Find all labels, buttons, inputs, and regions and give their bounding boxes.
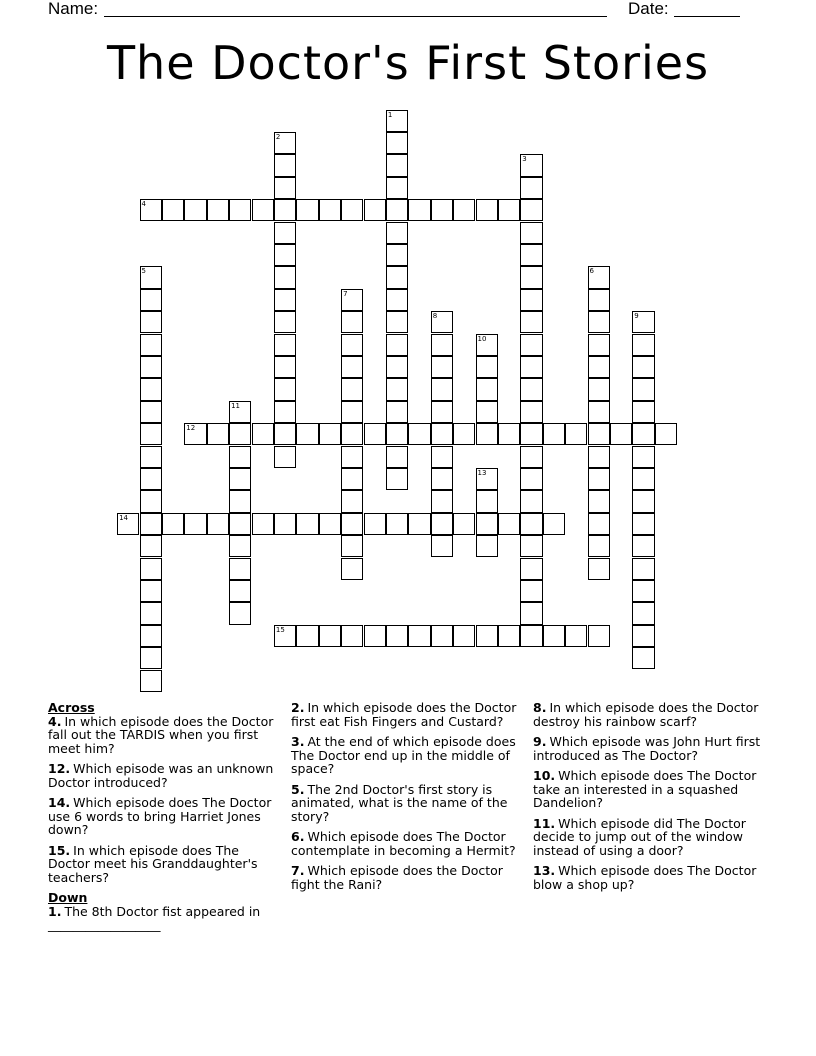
clue-number-label: 5 [141, 267, 146, 276]
clue-item [291, 701, 523, 728]
crossword-cell[interactable] [476, 468, 498, 490]
crossword-cell[interactable] [341, 311, 363, 333]
page-title: The Doctor's First Stories [106, 36, 710, 90]
across-heading: Across [48, 700, 95, 715]
crossword-cell[interactable] [229, 602, 251, 624]
clue-text: In which episode does the Doctor destroy his rainbow scarf? [533, 700, 759, 729]
crossword-cell[interactable] [364, 199, 386, 221]
crossword-cell[interactable] [229, 535, 251, 557]
clue-column-2 [291, 701, 523, 898]
crossword-cell[interactable] [520, 602, 542, 624]
crossword-cell[interactable] [274, 222, 296, 244]
crossword-cell[interactable] [386, 110, 408, 132]
crossword-cell[interactable] [207, 513, 229, 535]
crossword-cell[interactable] [341, 199, 363, 221]
crossword-cell[interactable] [431, 625, 453, 647]
clue-number: 12. [48, 761, 71, 776]
crossword-cell[interactable] [610, 423, 632, 445]
crossword-cell[interactable] [520, 535, 542, 557]
crossword-cell[interactable] [341, 558, 363, 580]
crossword-cell[interactable] [386, 513, 408, 535]
clue-text: Which episode does The Doctor use 6 words to bring Harriet Jones down? [48, 795, 272, 837]
clue-item [533, 864, 765, 891]
crossword-cell[interactable] [386, 154, 408, 176]
crossword-cell[interactable] [520, 266, 542, 288]
crossword-cell[interactable] [274, 199, 296, 221]
crossword-cell[interactable] [520, 580, 542, 602]
crossword-cell[interactable] [588, 468, 610, 490]
crossword-cell[interactable] [431, 311, 453, 333]
crossword-cell[interactable] [588, 401, 610, 423]
crossword-cell[interactable] [274, 311, 296, 333]
crossword-cell[interactable] [588, 334, 610, 356]
crossword-cell[interactable] [386, 199, 408, 221]
crossword-cell[interactable] [520, 468, 542, 490]
clue-number: 4. [48, 713, 62, 729]
down-clue-list [533, 701, 765, 891]
crossword-cell[interactable] [520, 177, 542, 199]
crossword-cell[interactable] [588, 490, 610, 512]
clue-item [291, 864, 523, 891]
clue-text: In which episode does the Doctor fall out the TARDIS when you first meet him? [48, 713, 274, 756]
clue-item [291, 830, 523, 857]
crossword-cell[interactable] [588, 423, 610, 445]
clue-number-label: 3 [522, 155, 527, 164]
crossword-cell[interactable] [431, 490, 453, 512]
crossword-cell[interactable] [476, 513, 498, 535]
crossword-cell[interactable] [498, 625, 520, 647]
crossword-cell[interactable] [632, 513, 654, 535]
crossword-cell[interactable] [252, 199, 274, 221]
crossword-cell[interactable] [296, 625, 318, 647]
crossword-cell[interactable] [274, 177, 296, 199]
crossword-cell[interactable] [386, 334, 408, 356]
crossword-cell[interactable] [431, 468, 453, 490]
crossword-cell[interactable] [520, 199, 542, 221]
crossword-cell[interactable] [520, 490, 542, 512]
crossword-cell[interactable] [229, 580, 251, 602]
crossword-cell[interactable] [341, 289, 363, 311]
clue-number-label: 14 [119, 513, 129, 522]
crossword-cell[interactable] [296, 513, 318, 535]
crossword-cell[interactable] [588, 289, 610, 311]
crossword-cell[interactable] [588, 356, 610, 378]
crossword-cell[interactable] [632, 401, 654, 423]
clue-text: Which episode was John Hurt first introduced as The Doctor? [533, 734, 761, 763]
crossword-cell[interactable] [543, 513, 565, 535]
crossword-cell[interactable] [476, 401, 498, 423]
crossword-cell[interactable] [184, 199, 206, 221]
crossword-cell[interactable] [140, 199, 162, 221]
crossword-cell[interactable] [274, 378, 296, 400]
crossword-cell[interactable] [476, 378, 498, 400]
clue-text: Which episode does The Doctor contemplate in becoming a Hermit? [291, 829, 516, 858]
crossword-cell[interactable] [520, 423, 542, 445]
clue-number: 7. [291, 863, 305, 878]
crossword-cell[interactable] [140, 289, 162, 311]
clue-item [533, 735, 765, 762]
crossword-cell[interactable] [520, 311, 542, 333]
clue-item [48, 715, 280, 756]
crossword-cell[interactable] [274, 132, 296, 154]
clue-item [533, 817, 765, 858]
crossword-cell[interactable] [274, 401, 296, 423]
crossword-cell[interactable] [319, 625, 341, 647]
crossword-cell[interactable] [296, 199, 318, 221]
crossword-cell[interactable] [476, 535, 498, 557]
crossword-cell[interactable] [229, 199, 251, 221]
crossword-cell[interactable] [140, 356, 162, 378]
crossword-cell[interactable] [632, 334, 654, 356]
crossword-cell[interactable] [431, 535, 453, 557]
crossword-cell[interactable] [341, 334, 363, 356]
crossword-cell[interactable] [408, 423, 430, 445]
clue-column-3 [533, 701, 765, 898]
clue-number-label: 11 [231, 401, 241, 410]
crossword-cell[interactable] [341, 423, 363, 445]
clue-text: Which episode does the Doctor fight the Rani? [291, 863, 503, 892]
crossword-cell[interactable] [520, 378, 542, 400]
crossword-cell[interactable] [431, 199, 453, 221]
crossword-cell[interactable] [140, 647, 162, 669]
clue-number: 8. [533, 700, 547, 715]
down-clue-list [291, 701, 523, 891]
clue-text: The 8th Doctor fist appeared in __________________ [48, 903, 261, 932]
crossword-cell[interactable] [386, 244, 408, 266]
clue-number: 5. [291, 781, 305, 797]
clue-item [533, 701, 765, 728]
crossword-cell[interactable] [431, 513, 453, 535]
crossword-cell[interactable] [274, 154, 296, 176]
crossword-cell[interactable] [632, 423, 654, 445]
crossword-cell[interactable] [140, 602, 162, 624]
crossword-cell[interactable] [386, 378, 408, 400]
crossword-cell[interactable] [632, 535, 654, 557]
crossword-cell[interactable] [632, 580, 654, 602]
clue-number-label: 13 [477, 468, 487, 477]
crossword-cell[interactable] [520, 334, 542, 356]
clue-number-label: 7 [343, 289, 348, 298]
crossword-cell[interactable] [319, 423, 341, 445]
clue-text: The 2nd Doctor's first story is animated, what is the name of the story? [291, 781, 508, 824]
crossword-cell[interactable] [140, 311, 162, 333]
crossword-cell[interactable] [476, 356, 498, 378]
crossword-cell[interactable] [520, 625, 542, 647]
clue-number-label: 10 [477, 334, 487, 343]
clue-number-label: 6 [589, 267, 594, 276]
clue-number-label: 1 [387, 110, 393, 119]
crossword-cell[interactable] [319, 513, 341, 535]
clue-text: Which episode does The Doctor take an interested in a squashed Dandelion? [533, 768, 757, 810]
crossword-cell[interactable] [386, 446, 408, 468]
crossword-cell[interactable] [140, 423, 162, 445]
crossword-cell[interactable] [140, 625, 162, 647]
crossword-cell[interactable] [341, 401, 363, 423]
clue-text: Which episode was an unknown Doctor introduced? [48, 761, 274, 790]
crossword-cell[interactable] [453, 423, 475, 445]
crossword-cell[interactable] [364, 625, 386, 647]
crossword-cell[interactable] [341, 356, 363, 378]
crossword-cell[interactable] [431, 334, 453, 356]
crossword-cell[interactable] [229, 558, 251, 580]
crossword-cell[interactable] [274, 266, 296, 288]
clue-column-1 [48, 701, 280, 939]
crossword-cell[interactable] [386, 222, 408, 244]
crossword-cell[interactable] [140, 446, 162, 468]
clue-item [48, 762, 280, 789]
clue-item [48, 844, 280, 885]
name-label: Name: [48, 0, 99, 18]
crossword-cell[interactable] [274, 625, 296, 647]
crossword-cell[interactable] [498, 513, 520, 535]
across-clue-list [48, 715, 280, 885]
crossword-cell[interactable] [140, 558, 162, 580]
crossword-cell[interactable] [476, 199, 498, 221]
crossword-cell[interactable] [386, 468, 408, 490]
crossword-cell[interactable] [632, 602, 654, 624]
crossword-cell[interactable] [453, 199, 475, 221]
crossword-cell[interactable] [364, 423, 386, 445]
crossword-cell[interactable] [588, 446, 610, 468]
crossword-cell[interactable] [341, 625, 363, 647]
crossword-cell[interactable] [296, 423, 318, 445]
crossword-cell[interactable] [252, 513, 274, 535]
crossword-cell[interactable] [319, 199, 341, 221]
crossword-cell[interactable] [408, 625, 430, 647]
crossword-cell[interactable] [632, 468, 654, 490]
crossword-cell[interactable] [386, 289, 408, 311]
down-heading: Down [48, 890, 88, 905]
date-label: Date: [628, 0, 669, 18]
crossword-cell[interactable] [588, 378, 610, 400]
clue-number: 11. [533, 815, 556, 831]
clue-number: 1. [48, 903, 62, 919]
crossword-cell[interactable] [543, 423, 565, 445]
crossword-cell[interactable] [520, 244, 542, 266]
crossword-cell[interactable] [140, 490, 162, 512]
crossword-cell[interactable] [274, 244, 296, 266]
crossword-cell[interactable] [520, 222, 542, 244]
crossword-cell[interactable] [408, 199, 430, 221]
crossword-cell[interactable] [341, 513, 363, 535]
crossword-cell[interactable] [140, 266, 162, 288]
crossword-cell[interactable] [252, 423, 274, 445]
clue-number: 3. [291, 734, 305, 749]
clue-item [533, 769, 765, 810]
crossword-cell[interactable] [588, 311, 610, 333]
crossword-cell[interactable] [184, 513, 206, 535]
crossword-cell[interactable] [565, 423, 587, 445]
crossword-cell[interactable] [520, 513, 542, 535]
crossword-cell[interactable] [632, 490, 654, 512]
crossword-cell[interactable] [386, 177, 408, 199]
crossword-cell[interactable] [431, 356, 453, 378]
crossword-cell[interactable] [655, 423, 677, 445]
crossword-cell[interactable] [520, 401, 542, 423]
clue-number-label: 4 [141, 200, 146, 209]
clue-number: 10. [533, 768, 556, 783]
crossword-cell[interactable] [476, 334, 498, 356]
crossword-cell[interactable] [117, 513, 139, 535]
crossword-cell[interactable] [229, 423, 251, 445]
crossword-cell[interactable] [274, 513, 296, 535]
crossword-cell[interactable] [431, 378, 453, 400]
clue-number: 6. [291, 829, 305, 844]
clue-item [291, 735, 523, 776]
clue-item [48, 905, 280, 932]
crossword-cell[interactable] [520, 446, 542, 468]
clue-text: In which episode does The Doctor meet his Granddaughter's teachers? [48, 842, 258, 885]
crossword-cell[interactable] [207, 199, 229, 221]
crossword-cell[interactable] [386, 311, 408, 333]
clue-number: 13. [533, 863, 556, 878]
crossword-cell[interactable] [341, 490, 363, 512]
crossword-cell[interactable] [341, 446, 363, 468]
crossword-cell[interactable] [140, 670, 162, 692]
clue-text: Which episode did The Doctor decide to jump out of the window instead of using a door? [533, 815, 746, 858]
crossword-cell[interactable] [632, 311, 654, 333]
crossword-cell[interactable] [520, 558, 542, 580]
crossword-cell[interactable] [341, 535, 363, 557]
crossword-cell[interactable] [274, 334, 296, 356]
crossword-cell[interactable] [364, 513, 386, 535]
crossword-cell[interactable] [184, 423, 206, 445]
crossword-cell[interactable] [386, 401, 408, 423]
crossword-cell[interactable] [274, 356, 296, 378]
crossword-cell[interactable] [140, 580, 162, 602]
clue-item [48, 796, 280, 837]
crossword-cell[interactable] [386, 266, 408, 288]
clue-number-label: 8 [432, 312, 438, 321]
crossword-cell[interactable] [520, 356, 542, 378]
crossword-cell[interactable] [476, 423, 498, 445]
down-clue-list [48, 905, 280, 932]
crossword-cell[interactable] [476, 625, 498, 647]
crossword-cell[interactable] [453, 625, 475, 647]
crossword-cell[interactable] [162, 199, 184, 221]
crossword-cell[interactable] [140, 513, 162, 535]
clue-text: In which episode does the Doctor first eat Fish Fingers and Custard? [291, 700, 517, 729]
crossword-cell[interactable] [274, 289, 296, 311]
crossword-cell[interactable] [274, 446, 296, 468]
crossword-cell[interactable] [632, 558, 654, 580]
crossword-cell[interactable] [229, 446, 251, 468]
crossword-cell[interactable] [632, 356, 654, 378]
crossword-cell[interactable] [632, 647, 654, 669]
crossword-cell[interactable] [386, 423, 408, 445]
crossword-cell[interactable] [632, 446, 654, 468]
crossword-cell[interactable] [162, 513, 184, 535]
crossword-cell[interactable] [520, 289, 542, 311]
crossword-cell[interactable] [632, 625, 654, 647]
crossword-cell[interactable] [140, 401, 162, 423]
crossword-cell[interactable] [229, 468, 251, 490]
clue-number-label: 12 [186, 424, 196, 433]
crossword-cell[interactable] [229, 490, 251, 512]
clue-number-label: 15 [275, 625, 285, 634]
crossword-cell[interactable] [341, 468, 363, 490]
clue-text: Which episode does The Doctor blow a shop up? [533, 863, 757, 892]
crossword-cell[interactable] [140, 334, 162, 356]
clue-number: 2. [291, 700, 305, 715]
crossword-cell[interactable] [408, 513, 430, 535]
crossword-cell[interactable] [431, 401, 453, 423]
crossword-cell[interactable] [229, 513, 251, 535]
clue-number-label: 9 [634, 312, 639, 321]
crossword-cell[interactable] [588, 513, 610, 535]
crossword-cell[interactable] [565, 625, 587, 647]
crossword-cell[interactable] [543, 625, 565, 647]
crossword-cell[interactable] [341, 378, 363, 400]
crossword-cell[interactable] [520, 154, 542, 176]
crossword-cell[interactable] [588, 625, 610, 647]
crossword-cell[interactable] [140, 468, 162, 490]
crossword-cell[interactable] [386, 625, 408, 647]
crossword-cell[interactable] [140, 378, 162, 400]
crossword-cell[interactable] [386, 356, 408, 378]
crossword-cell[interactable] [498, 423, 520, 445]
clue-number-label: 2 [275, 132, 281, 141]
crossword-cell[interactable] [431, 446, 453, 468]
crossword-cell[interactable] [207, 423, 229, 445]
clue-number: 15. [48, 842, 71, 858]
clue-item [291, 783, 523, 824]
crossword-cell[interactable] [588, 535, 610, 557]
crossword-cell[interactable] [386, 132, 408, 154]
clue-number: 9. [533, 734, 547, 749]
clue-number: 14. [48, 795, 71, 810]
crossword-cell[interactable] [498, 199, 520, 221]
crossword-cell[interactable] [632, 378, 654, 400]
crossword-cell[interactable] [476, 490, 498, 512]
crossword-cell[interactable] [453, 513, 475, 535]
clue-text: At the end of which episode does The Doctor end up in the middle of space? [291, 734, 516, 776]
crossword-cell[interactable] [229, 401, 251, 423]
crossword-cell[interactable] [588, 266, 610, 288]
crossword-cell[interactable] [274, 423, 296, 445]
crossword-cell[interactable] [140, 535, 162, 557]
crossword-cell[interactable] [588, 558, 610, 580]
crossword-cell[interactable] [431, 423, 453, 445]
